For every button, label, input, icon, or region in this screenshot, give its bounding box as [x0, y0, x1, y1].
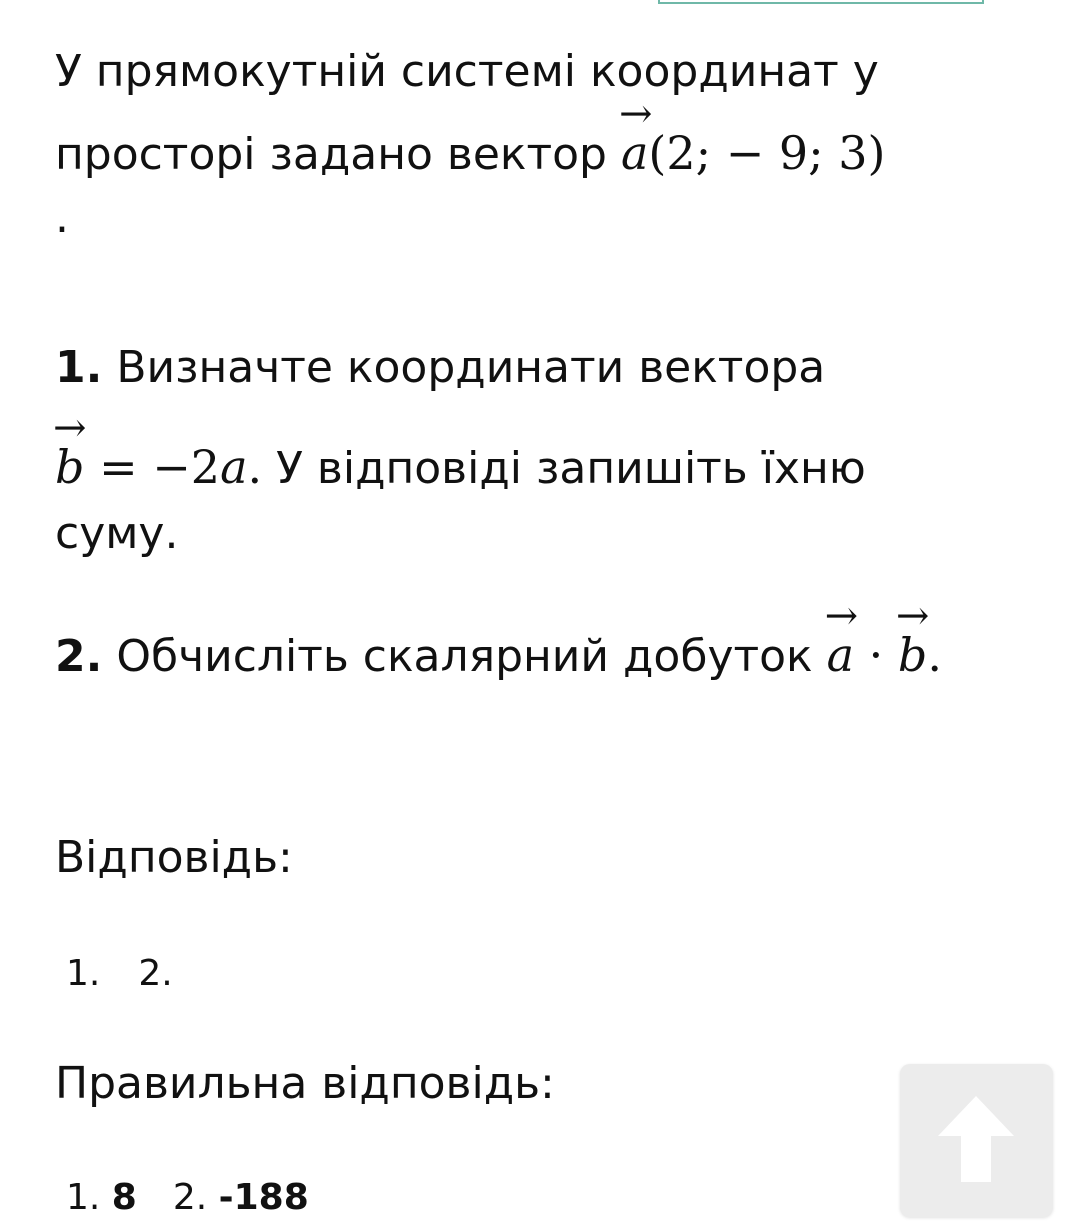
vector-arrow-icon: →: [824, 593, 859, 639]
task1-line-1: [55, 342, 826, 393]
vector-arrow-icon: →: [618, 91, 653, 137]
vector-a-coords: (2; − 9; 3): [648, 126, 886, 180]
answer-item-2[interactable]: 2.: [138, 953, 173, 994]
task1-answer-text: У відповіді запишіть їхню: [262, 443, 866, 494]
task2-number: 2.: [55, 631, 103, 682]
task1-formula-var: a: [220, 440, 248, 494]
task1-text: Визначте координати вектора: [102, 342, 826, 393]
task2-text: Обчисліть скалярний добуток: [102, 631, 827, 682]
task1-number: 1.: [55, 342, 103, 393]
answer-label: [55, 832, 293, 883]
vector-arrow-icon: →: [895, 593, 930, 639]
task2-line: [55, 593, 942, 682]
intro-line-2: [55, 91, 886, 180]
intro-text-1: У прямокутній системі координат у: [55, 46, 879, 97]
task2-end: .: [927, 628, 942, 682]
vector-b: [895, 593, 930, 682]
vector-b-expression: [53, 405, 263, 494]
vector-a: [824, 593, 859, 682]
answer-label-text: Відповідь:: [55, 832, 293, 883]
intro-line-3: [55, 192, 69, 243]
correct-item-1-prefix: 1.: [66, 1177, 112, 1218]
vector-a: [618, 91, 653, 180]
arrow-up-icon: [900, 1064, 1053, 1217]
intro-line-1: [55, 46, 879, 97]
correct-answer-label: [55, 1058, 555, 1109]
dot-operator: ·: [854, 628, 898, 682]
task1-answer-text-2: суму.: [55, 508, 179, 559]
scroll-to-top-button[interactable]: [900, 1064, 1053, 1217]
correct-item-1-value: 8: [111, 1177, 137, 1218]
correct-answer-items: [66, 1177, 309, 1218]
task1-formula: = −2: [84, 440, 221, 494]
vector-arrow-icon: →: [53, 405, 87, 451]
vector-a-expression: [618, 91, 886, 180]
dot-product-expression: [824, 593, 942, 682]
vector-b-letter: b: [897, 628, 928, 682]
intro-period: .: [55, 192, 69, 243]
task1-line-2: [53, 405, 866, 494]
answer-items: [66, 953, 173, 994]
vector-a-letter: a: [826, 628, 855, 682]
task1-formula-end: .: [247, 440, 263, 494]
answer-item-1[interactable]: 1.: [66, 953, 101, 994]
vector-b: [53, 405, 87, 494]
correct-answer-label-text: Правильна відповідь:: [55, 1058, 555, 1109]
intro-text-2: просторі задано вектор: [55, 129, 621, 180]
vector-a-letter: a: [620, 126, 649, 180]
vector-b-letter: b: [55, 440, 85, 494]
correct-item-2-prefix: 2.: [172, 1177, 219, 1218]
top-frame: [658, 0, 984, 4]
correct-item-2-value: -188: [218, 1177, 309, 1218]
task1-line-3: [55, 508, 179, 559]
